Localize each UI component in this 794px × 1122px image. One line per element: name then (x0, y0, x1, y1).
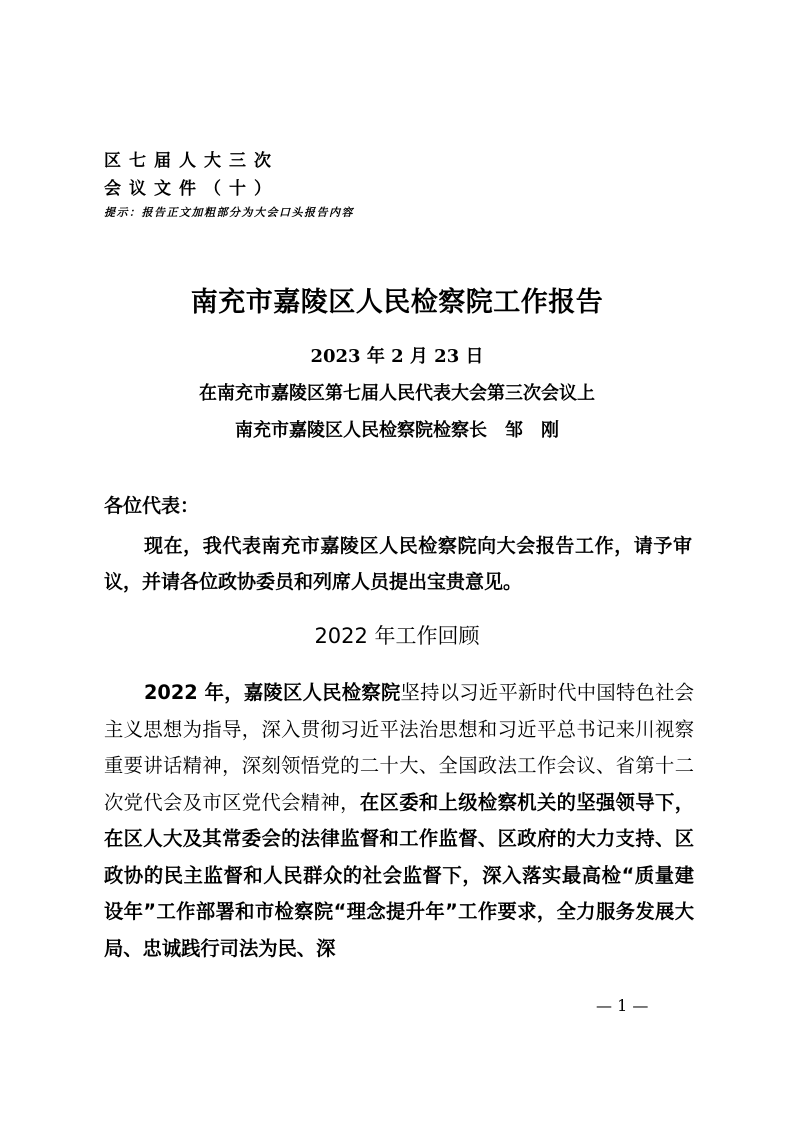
report-occasion: 在南充市嘉陵区第七届人民代表大会第三次会议上 (199, 383, 595, 404)
body-paragraph (104, 675, 694, 967)
meeting-line-1: 区七届人大三次 (104, 151, 279, 171)
report-date: 2023 年 2 月 23 日 (310, 346, 484, 367)
report-title: 南充市嘉陵区人民检察院工作报告 (190, 287, 604, 318)
bold-hint-note: 提示：报告正文加粗部分为大会口头报告内容 (104, 206, 354, 219)
meeting-line-2: 会议文件（十） (104, 179, 279, 199)
page-number: — 1 — (596, 996, 649, 1015)
section-heading: 2022 年工作回顾 (314, 624, 480, 648)
report-author: 南充市嘉陵区人民检察院检察长 邹 刚 (235, 420, 559, 441)
body-normal-text: 坚持以习近平新时代中国特色社会主义思想为指导，深入贯彻习近平法治思想和习近平总书记来川视察重要讲话精神，深刻领悟党的二十大、全国政法工作会议、省第十二次党代会及市区党代会精神， (104, 681, 694, 814)
body-tail-bold: 在区委和上级检察机关的坚强领导下，在区人大及其常委会的法律监督和工作监督、区政府的大力支持、区政协的民主监督和人民群众的社会监督下，深入落实最高检“质量建设年”工作部署和市检察院“理念提升年”工作要求，全力服务发展大局、忠诚践行司法为民、深 (104, 790, 695, 960)
body-lead-bold: 2022 年，嘉陵区人民检察院 (144, 681, 401, 704)
salutation: 各位代表： (104, 495, 200, 517)
intro-paragraph: 现在，我代表南充市嘉陵区人民检察院向大会报告工作，请予审议，并请各位政协委员和列席人员提出宝贵意见。 (104, 535, 692, 593)
